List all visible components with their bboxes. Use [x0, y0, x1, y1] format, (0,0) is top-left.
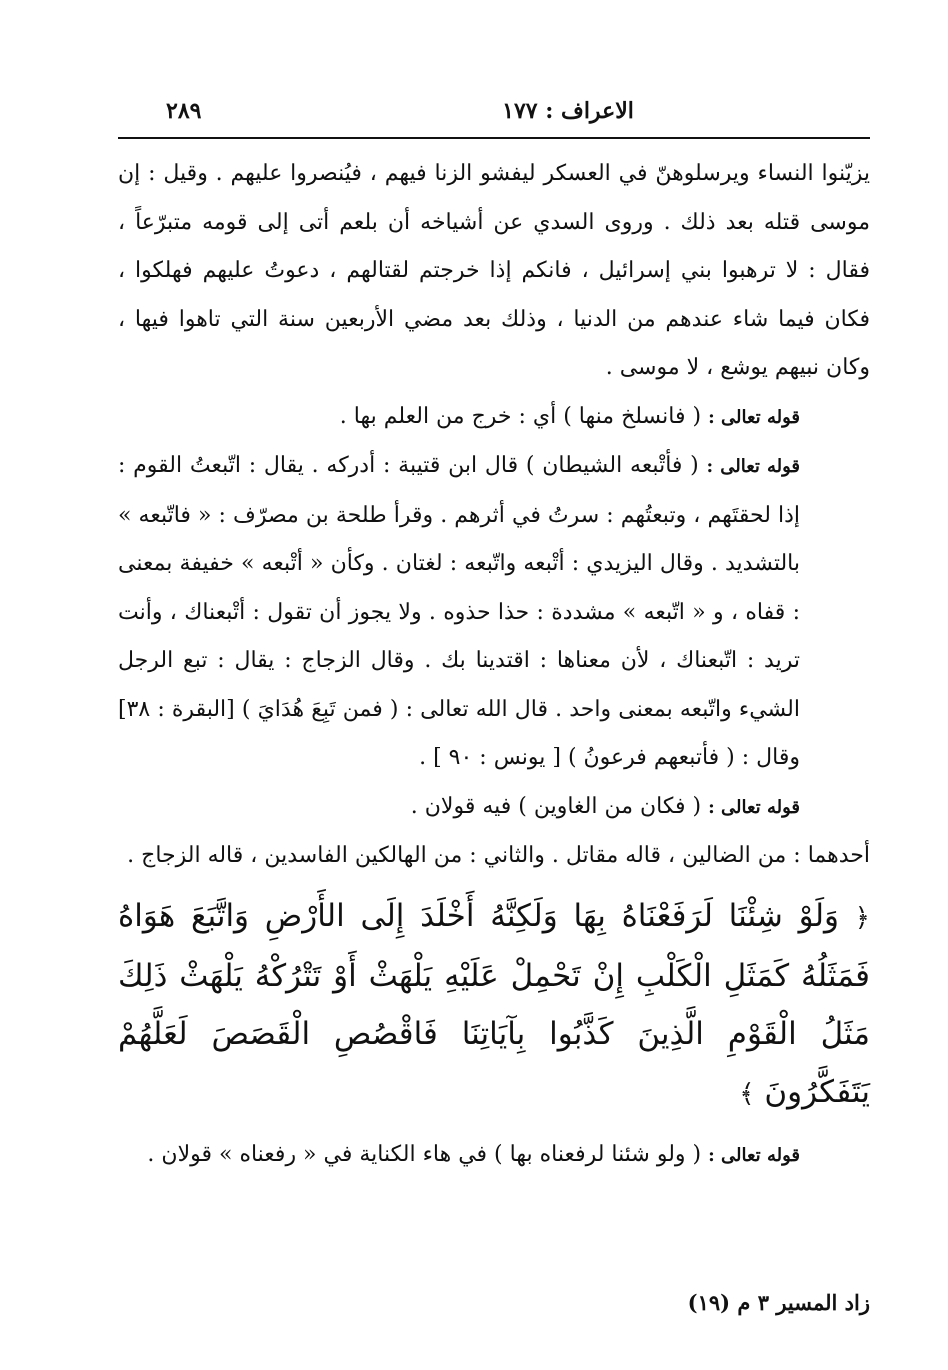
- body-text: [118, 150, 870, 1180]
- commentary-text: ( فكان من الغاوين ) فيه قولان .: [410, 793, 702, 819]
- commentary-lead: قوله تعالى :: [706, 456, 800, 477]
- commentary-lead: قوله تعالى :: [708, 796, 800, 818]
- paragraph-two-opinions: أحدهما : من الضالين ، قاله مقاتل . والثاني : من الهالكين الفاسدين ، قاله الزجاج .: [127, 843, 870, 868]
- paragraph-bal-am-story: يزيّنوا النساء ويرسلوهنّ في العسكر ليفشو الزنا فيهم ، فيُنصروا عليهم . وقيل : إن موسى قتله بعد ذلك . وروى السدي عن أشياخه أن بلعم أتى إلى قومه متبرّعاً ، فقال : لا ترهبوا بني إسرائيل ، فانكم إذا خرجتم لقتالهم ، دعوتُ عليهم فهلكوا ، فكان فيما شاء عندهم من الدنيا ، وذلك بعد مضي الأربعين سنة التي تاهوا فيها ، وكان نبيهم يوشع ، لا موسى .: [118, 161, 870, 380]
- verse-text: وَلَوْ شِئْنَا لَرَفَعْنَاهُ بِهَا وَلَكِنَّهُ أَخْلَدَ إِلَى الأَرْضِ وَاتَّبَعَ هَوَاهُ فَمَثَلُهُ كَمَثَلِ الْكَلْبِ إِنْ تَحْمِلْ عَلَيْهِ يَلْهَثْ أَوْ تَتْرُكْهُ يَلْهَثْ ذَلِكَ مَثَلُ الْقَوْمِ الَّذِينَ كَذَّبُوا بِآيَاتِنَا فَاقْصُصِ الْقَصَصَ لَعَلَّهُمْ يَتَفَكَّرُونَ: [118, 897, 870, 1110]
- verse-open-bracket: ﴿: [854, 902, 870, 933]
- commentary-text: ( ولو شئنا لرفعناه بها ) في هاء الكناية في « رفعناه » قولان .: [147, 1141, 702, 1167]
- commentary-text: ( فأتْبعه الشيطان ) قال ابن قتيبة : أدركه . يقال : اتّبعتُ القوم : إذا لحقتَهم ، وتبعتُهم : سرتُ في أثرهم . وقرأ طلحة بن مصرّف : « فاتّبعه » بالتشديد . وقال اليزيدي : أتْبعه واتّبعه : لغتان . وكأن « أتْبعه » خفيفة بمعنى : قفاه ، و « اتّبعه » مشددة : حذا حذوه . ولا يجوز أن تقول : أتْبعناك ، وأنت تريد : اتّبعناك ، لأن معناها : اقتدينا بك . وقال الزجاج : يقال : تبع الرجل الشيء واتّبعه بمعنى واحد . قال الله تعالى : ( فمن تَبِعَ هُدَايَ ) [البقرة : ٣٨] وقال : ( فأتبعهم فرعونُ ) [ يونس : ٩٠ ] .: [118, 453, 800, 770]
- paragraph-law-shi-na: [118, 1131, 870, 1181]
- commentary-lead: قوله تعالى :: [708, 406, 800, 428]
- running-header: [118, 96, 870, 136]
- paragraph-ghawin: [118, 783, 870, 833]
- commentary-lead: قوله تعالى :: [708, 1144, 800, 1166]
- quran-verse: [118, 887, 870, 1123]
- commentary-text: ( فانسلخ منها ) أي : خرج من العلم بها .: [339, 403, 702, 429]
- printer-signature: زاد المسير ٣ م (١٩): [687, 1290, 870, 1315]
- paragraph-atbaahu: [118, 442, 870, 783]
- header-rule: [118, 137, 870, 139]
- page-number: ٢٨٩: [166, 98, 202, 124]
- paragraph-insalakha: [118, 393, 870, 443]
- surah-reference: الاعراف : ١٧٧: [502, 98, 634, 124]
- verse-close-bracket: ﴾: [739, 1078, 755, 1109]
